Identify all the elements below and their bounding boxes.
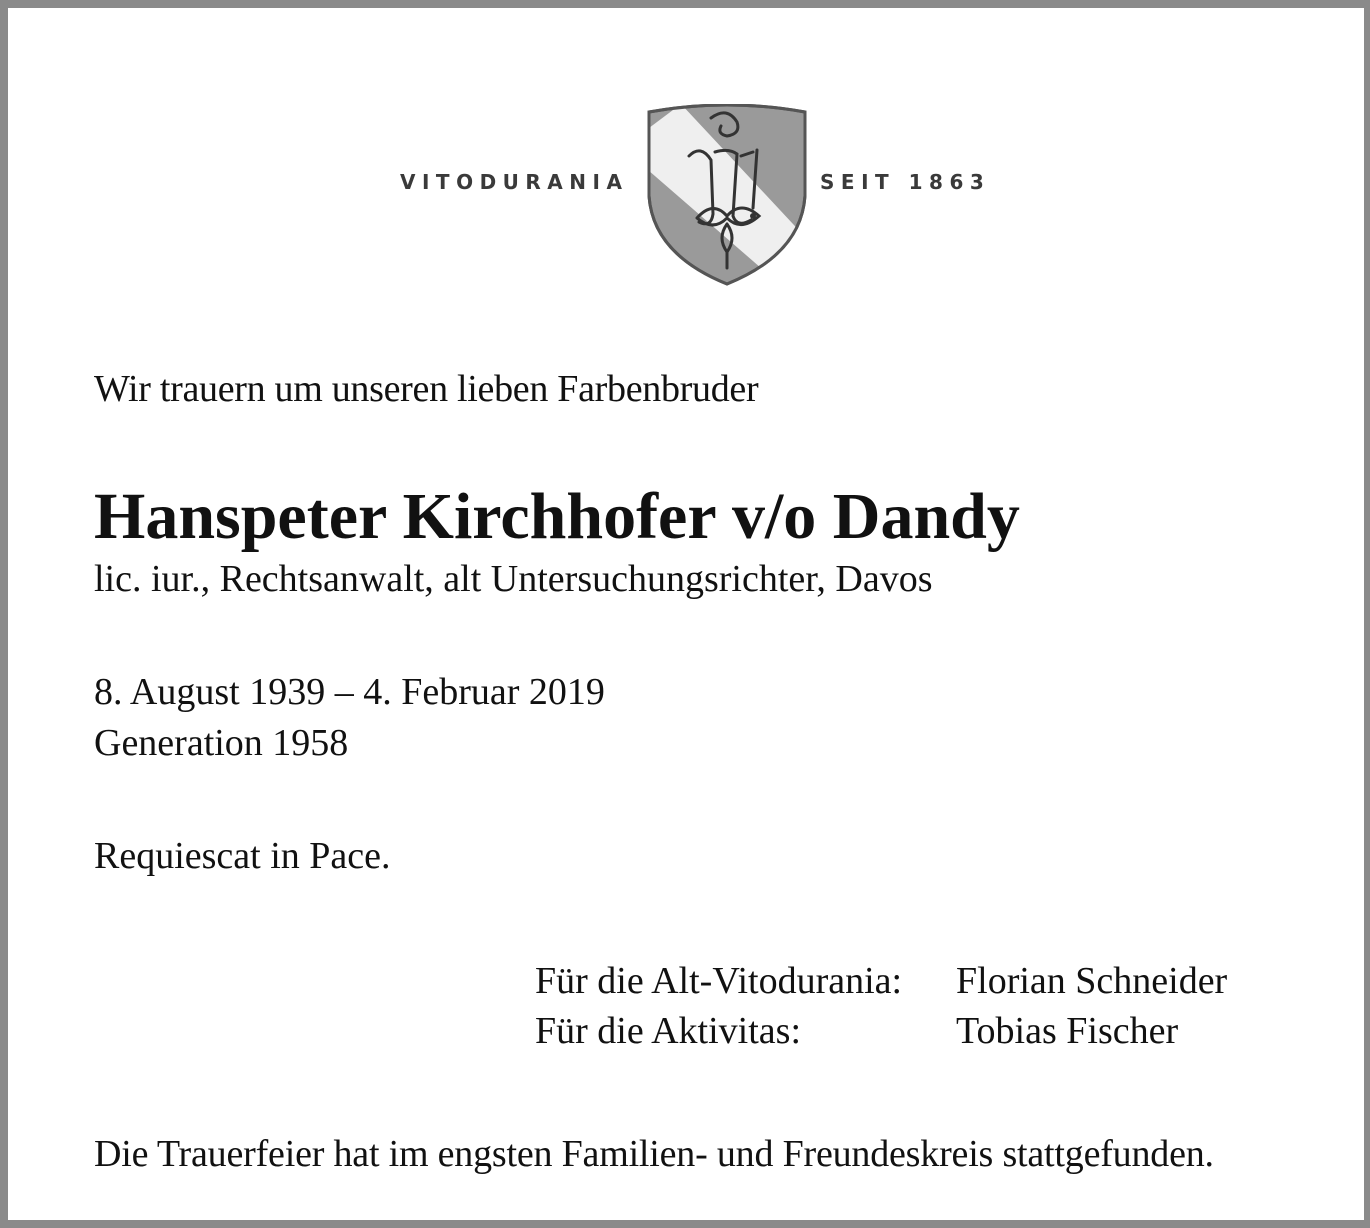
signature-name: Florian Schneider (956, 960, 1228, 1002)
crest-header (8, 104, 1370, 294)
signature-name: Tobias Fischer (956, 1010, 1179, 1052)
intro-text: Wir trauern um unseren lieben Farbenbruder (94, 368, 759, 410)
founding-year: SEIT 1863 (820, 170, 991, 194)
brand-name: VITODURANIA (400, 170, 629, 194)
shield-crest-icon (641, 104, 813, 288)
generation-text: Generation 1958 (94, 722, 349, 764)
deceased-name: Hanspeter Kirchhofer v/o Dandy (94, 480, 1020, 553)
footer-text: Die Trauerfeier hat im engsten Familien- und Freundeskreis stattgefunden. (94, 1133, 1214, 1175)
rip-text: Requiescat in Pace. (94, 835, 391, 877)
signature-label: Für die Alt-Vitodurania: (535, 960, 903, 1002)
deceased-title: lic. iur., Rechtsanwalt, alt Untersuchungsrichter, Davos (94, 558, 933, 600)
life-dates: 8. August 1939 – 4. Februar 2019 (94, 671, 605, 713)
signature-label: Für die Aktivitas: (535, 1010, 801, 1052)
